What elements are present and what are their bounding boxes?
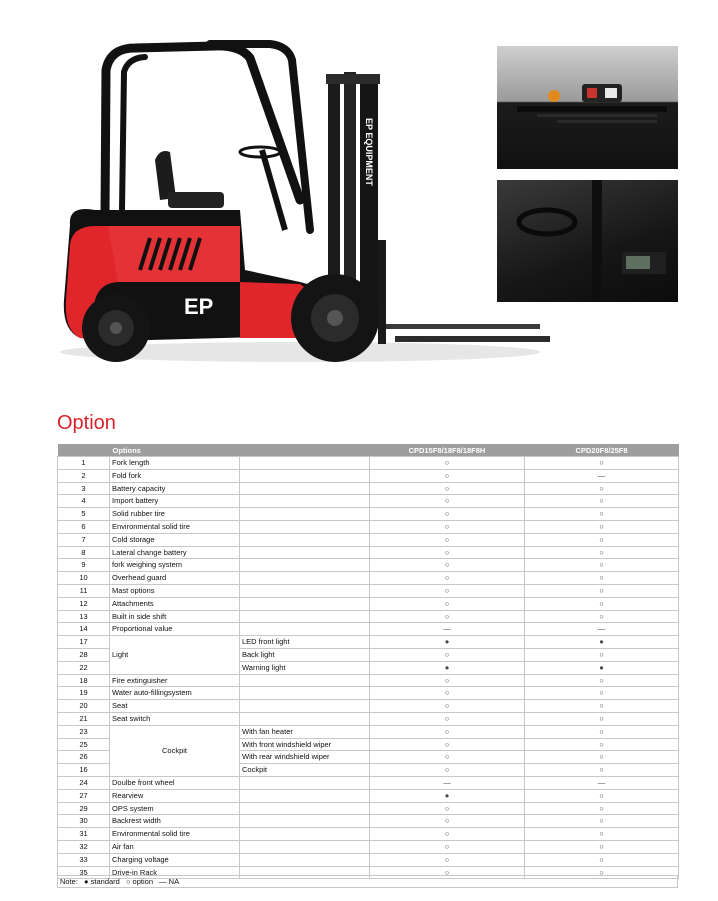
table-row [58,546,679,559]
row-number: 23 [58,725,110,738]
value-model-a: ○ [370,457,525,470]
row-number: 35 [58,866,110,879]
table-row [58,853,679,866]
option-detail [240,546,370,559]
option-detail [240,802,370,815]
value-model-b: ○ [525,482,679,495]
option-detail [240,815,370,828]
value-model-b: ○ [525,789,679,802]
row-number: 3 [58,482,110,495]
value-model-b: ○ [525,700,679,713]
row-number: 28 [58,648,110,661]
table-row [58,636,679,649]
row-number: 2 [58,469,110,482]
table-row [58,802,679,815]
option-name: Seat switch [110,712,240,725]
value-model-a: ○ [370,546,525,559]
row-number: 10 [58,572,110,585]
option-detail: Cockpit [240,764,370,777]
mast-brand-text: EP EQUIPMENT [364,118,374,186]
option-name: Solid rubber tire [110,508,240,521]
legend-note [57,875,678,888]
table-row [58,520,679,533]
overhead-lights-photo [497,46,678,169]
option-name: Fold fork [110,469,240,482]
option-name: Fire extinguisher [110,674,240,687]
table-row [58,610,679,623]
row-number: 32 [58,840,110,853]
row-number: 24 [58,776,110,789]
row-number: 19 [58,687,110,700]
option-detail [240,700,370,713]
table-row [58,687,679,700]
value-model-a: ○ [370,815,525,828]
table-row [58,469,679,482]
value-model-b: ○ [525,828,679,841]
option-detail [240,789,370,802]
row-number: 4 [58,495,110,508]
row-number: 26 [58,751,110,764]
header-model-b: CPD20F8/25F8 [525,444,679,457]
value-model-a: ○ [370,559,525,572]
header-blank [58,444,110,457]
option-name: Cold storage [110,533,240,546]
value-model-a: ○ [370,866,525,879]
value-model-b: ● [525,636,679,649]
value-model-b: ○ [525,853,679,866]
value-model-a: ○ [370,597,525,610]
option-detail [240,572,370,585]
row-number: 29 [58,802,110,815]
value-model-b: ○ [525,597,679,610]
option-name: Backrest width [110,815,240,828]
row-number: 21 [58,712,110,725]
table-row [58,725,679,738]
row-number: 13 [58,610,110,623]
value-model-a: — [370,623,525,636]
value-model-b: ○ [525,764,679,777]
value-model-a: ○ [370,469,525,482]
value-model-a: ○ [370,610,525,623]
value-model-a: ○ [370,572,525,585]
value-model-b: ○ [525,802,679,815]
value-model-a: ○ [370,802,525,815]
value-model-b: ○ [525,520,679,533]
row-number: 20 [58,700,110,713]
table-row [58,815,679,828]
value-model-a: ○ [370,828,525,841]
option-name: Overhead guard [110,572,240,585]
option-detail: LED front light [240,636,370,649]
option-name: Import battery [110,495,240,508]
option-name: Lateral change battery [110,546,240,559]
value-model-b: ○ [525,572,679,585]
option-detail: Back light [240,648,370,661]
option-name: OPS system [110,802,240,815]
value-model-a: ○ [370,520,525,533]
option-name: Battery capacity [110,482,240,495]
option-name: Doulbe front wheel [110,776,240,789]
value-model-a: ○ [370,764,525,777]
option-name: Drive-in Rack [110,866,240,879]
row-number: 16 [58,764,110,777]
note-standard: ● standard [84,877,120,886]
table-row [58,482,679,495]
value-model-b: ○ [525,815,679,828]
option-detail [240,495,370,508]
option-group-label: Cockpit [110,725,240,776]
value-model-a: ○ [370,687,525,700]
value-model-b: — [525,469,679,482]
value-model-b: ○ [525,508,679,521]
value-model-b: ○ [525,725,679,738]
value-model-b: ○ [525,610,679,623]
options-table [57,444,679,879]
table-header-row [58,444,679,457]
option-detail [240,776,370,789]
value-model-b: ○ [525,648,679,661]
value-model-b: ○ [525,840,679,853]
option-detail [240,674,370,687]
row-number: 33 [58,853,110,866]
option-name: Charging voltage [110,853,240,866]
value-model-a: ● [370,636,525,649]
value-model-a: ○ [370,712,525,725]
option-detail [240,559,370,572]
table-row [58,508,679,521]
row-number: 14 [58,623,110,636]
value-model-a: ○ [370,533,525,546]
seat [155,151,224,208]
option-name: Air fan [110,840,240,853]
row-number: 18 [58,674,110,687]
value-model-a: ○ [370,725,525,738]
option-detail [240,584,370,597]
row-number: 12 [58,597,110,610]
option-detail [240,469,370,482]
option-detail [240,853,370,866]
option-name: Environmental solid tire [110,828,240,841]
row-number: 5 [58,508,110,521]
row-number: 6 [58,520,110,533]
value-model-a: ● [370,661,525,674]
table-row [58,597,679,610]
value-model-b: ○ [525,546,679,559]
table-row [58,533,679,546]
option-detail [240,623,370,636]
table-row [58,712,679,725]
row-number: 1 [58,457,110,470]
front-wheel [291,274,379,362]
value-model-b: ○ [525,457,679,470]
option-name: Rearview [110,789,240,802]
value-model-b: ○ [525,495,679,508]
value-model-a: ○ [370,840,525,853]
value-model-b: ○ [525,584,679,597]
option-detail [240,520,370,533]
overhead-lights-graphic [497,46,678,169]
row-number: 8 [58,546,110,559]
table-row [58,495,679,508]
value-model-b: ○ [525,687,679,700]
value-model-a: ○ [370,482,525,495]
table-row [58,828,679,841]
row-number: 7 [58,533,110,546]
value-model-a: — [370,776,525,789]
row-number: 30 [58,815,110,828]
option-detail [240,508,370,521]
option-detail: Warning light [240,661,370,674]
rear-wheel [82,294,150,362]
note-label: Note: [60,877,78,886]
value-model-a: ○ [370,853,525,866]
value-model-b: ○ [525,712,679,725]
body-logo: EP [184,294,214,319]
option-name: Mast options [110,584,240,597]
option-name: Fork length [110,457,240,470]
value-model-a: ● [370,789,525,802]
option-name: Water auto-fillingsystem [110,687,240,700]
option-detail [240,482,370,495]
steering-wheel [240,147,285,230]
value-model-a: ○ [370,584,525,597]
value-model-a: ○ [370,495,525,508]
row-number: 17 [58,636,110,649]
option-detail: With front windshield wiper [240,738,370,751]
option-name: Attachments [110,597,240,610]
option-detail [240,533,370,546]
value-model-b: ○ [525,751,679,764]
value-model-b: ○ [525,674,679,687]
value-model-a: ○ [370,738,525,751]
header-model-a: CPD15F8/18F8/18F8H [370,444,525,457]
value-model-a: ○ [370,508,525,521]
option-detail [240,597,370,610]
option-name: fork weighing system [110,559,240,572]
row-number: 11 [58,584,110,597]
value-model-b: ○ [525,533,679,546]
option-detail: With fan heater [240,725,370,738]
option-name: Seat [110,700,240,713]
table-row [58,623,679,636]
option-name: Built in side shift [110,610,240,623]
cockpit-graphic [497,180,678,302]
value-model-b: — [525,623,679,636]
value-model-b: — [525,776,679,789]
option-detail [240,687,370,700]
option-name: Environmental solid tire [110,520,240,533]
note-na: — NA [159,877,180,886]
value-model-b: ○ [525,738,679,751]
row-number: 31 [58,828,110,841]
value-model-b: ○ [525,866,679,879]
option-detail [240,828,370,841]
row-number: 27 [58,789,110,802]
option-name: Proportional value [110,623,240,636]
row-number: 9 [58,559,110,572]
option-detail [240,712,370,725]
option-group-label: Light [110,636,240,674]
value-model-b: ● [525,661,679,674]
value-model-b: ○ [525,559,679,572]
cockpit-photo [497,180,678,302]
table-row [58,457,679,470]
table-row [58,584,679,597]
options-table-body [58,457,679,879]
value-model-a: ○ [370,700,525,713]
row-number: 25 [58,738,110,751]
note-option: ○ option [125,877,153,886]
section-title: Option [57,412,116,434]
table-row [58,840,679,853]
row-number: 22 [58,661,110,674]
table-row [58,776,679,789]
option-detail [240,610,370,623]
option-detail [240,457,370,470]
header-options: Options [110,444,370,457]
table-row [58,674,679,687]
value-model-a: ○ [370,674,525,687]
value-model-a: ○ [370,751,525,764]
value-model-a: ○ [370,648,525,661]
table-row [58,789,679,802]
table-row [58,572,679,585]
table-row [58,700,679,713]
table-row [58,559,679,572]
option-detail [240,840,370,853]
option-detail: With rear windshield wiper [240,751,370,764]
